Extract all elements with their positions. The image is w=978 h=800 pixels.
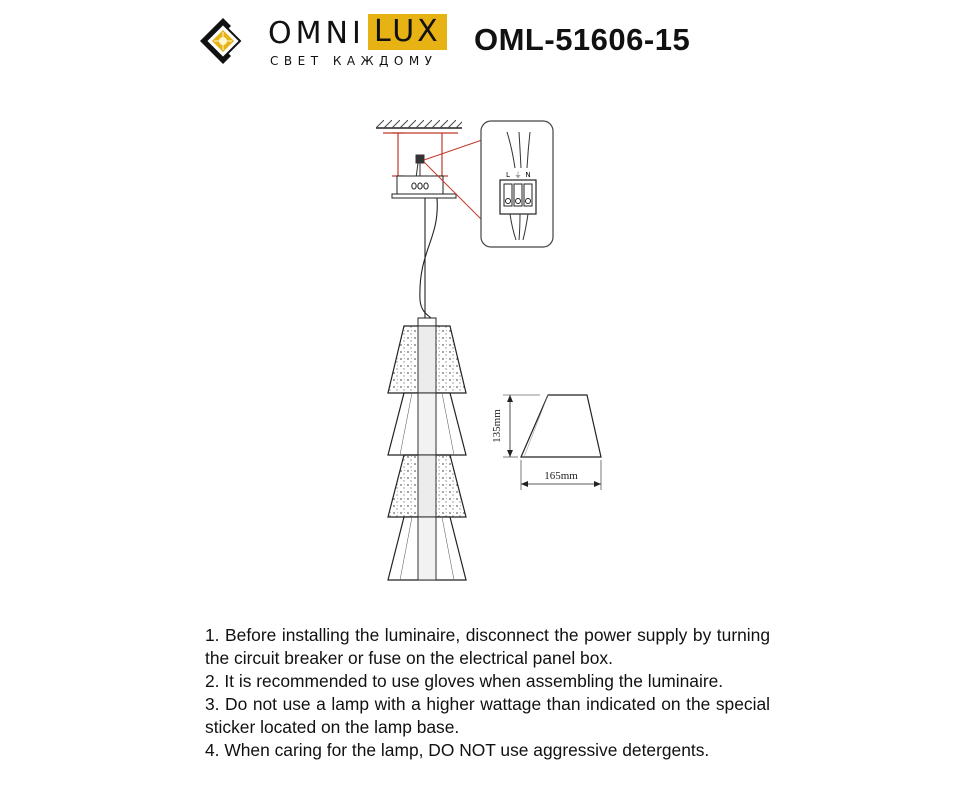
shade-tier-2	[388, 393, 466, 455]
terminal-label-live: L	[506, 171, 510, 179]
brand-name-lux: LUX	[368, 14, 447, 50]
model-number: OML-51606-15	[474, 22, 691, 57]
power-wires	[416, 155, 424, 178]
instruction-item-2: 2. It is recommended to use gloves when assembling the luminaire.	[205, 671, 724, 691]
terminal-block-callout	[481, 121, 553, 247]
shade-tier-4	[388, 517, 466, 580]
installation-instructions	[205, 624, 770, 762]
instruction-item-4: 4. When caring for the lamp, DO NOT use aggressive detergents.	[205, 740, 710, 760]
instruction-item-3: 3. Do not use a lamp with a higher wattage than indicated on the special sticker located on the lamp base.	[205, 694, 770, 737]
shade-dimension-drawing	[491, 395, 601, 490]
brand-tagline: СВЕТ КАЖДОМУ	[270, 54, 438, 68]
shade-tier-3	[388, 455, 466, 517]
brand-name-omni: OMNI	[268, 16, 365, 51]
ceiling-hatch	[376, 120, 462, 128]
ceiling-canopy	[392, 176, 456, 198]
terminal-label-ground: ⏚	[514, 171, 522, 179]
shade-height-label: 135mm	[491, 409, 503, 443]
top-cap	[418, 318, 436, 326]
suspension-cable	[420, 198, 437, 318]
instruction-item-1: 1. Before installing the luminaire, disconnect the power supply by turning the circuit breaker or fuse on the electrical panel box.	[205, 625, 770, 668]
shade-width-label: 165mm	[544, 470, 578, 482]
terminal-label-neutral: N	[525, 171, 531, 179]
shade-tier-1	[388, 326, 466, 393]
